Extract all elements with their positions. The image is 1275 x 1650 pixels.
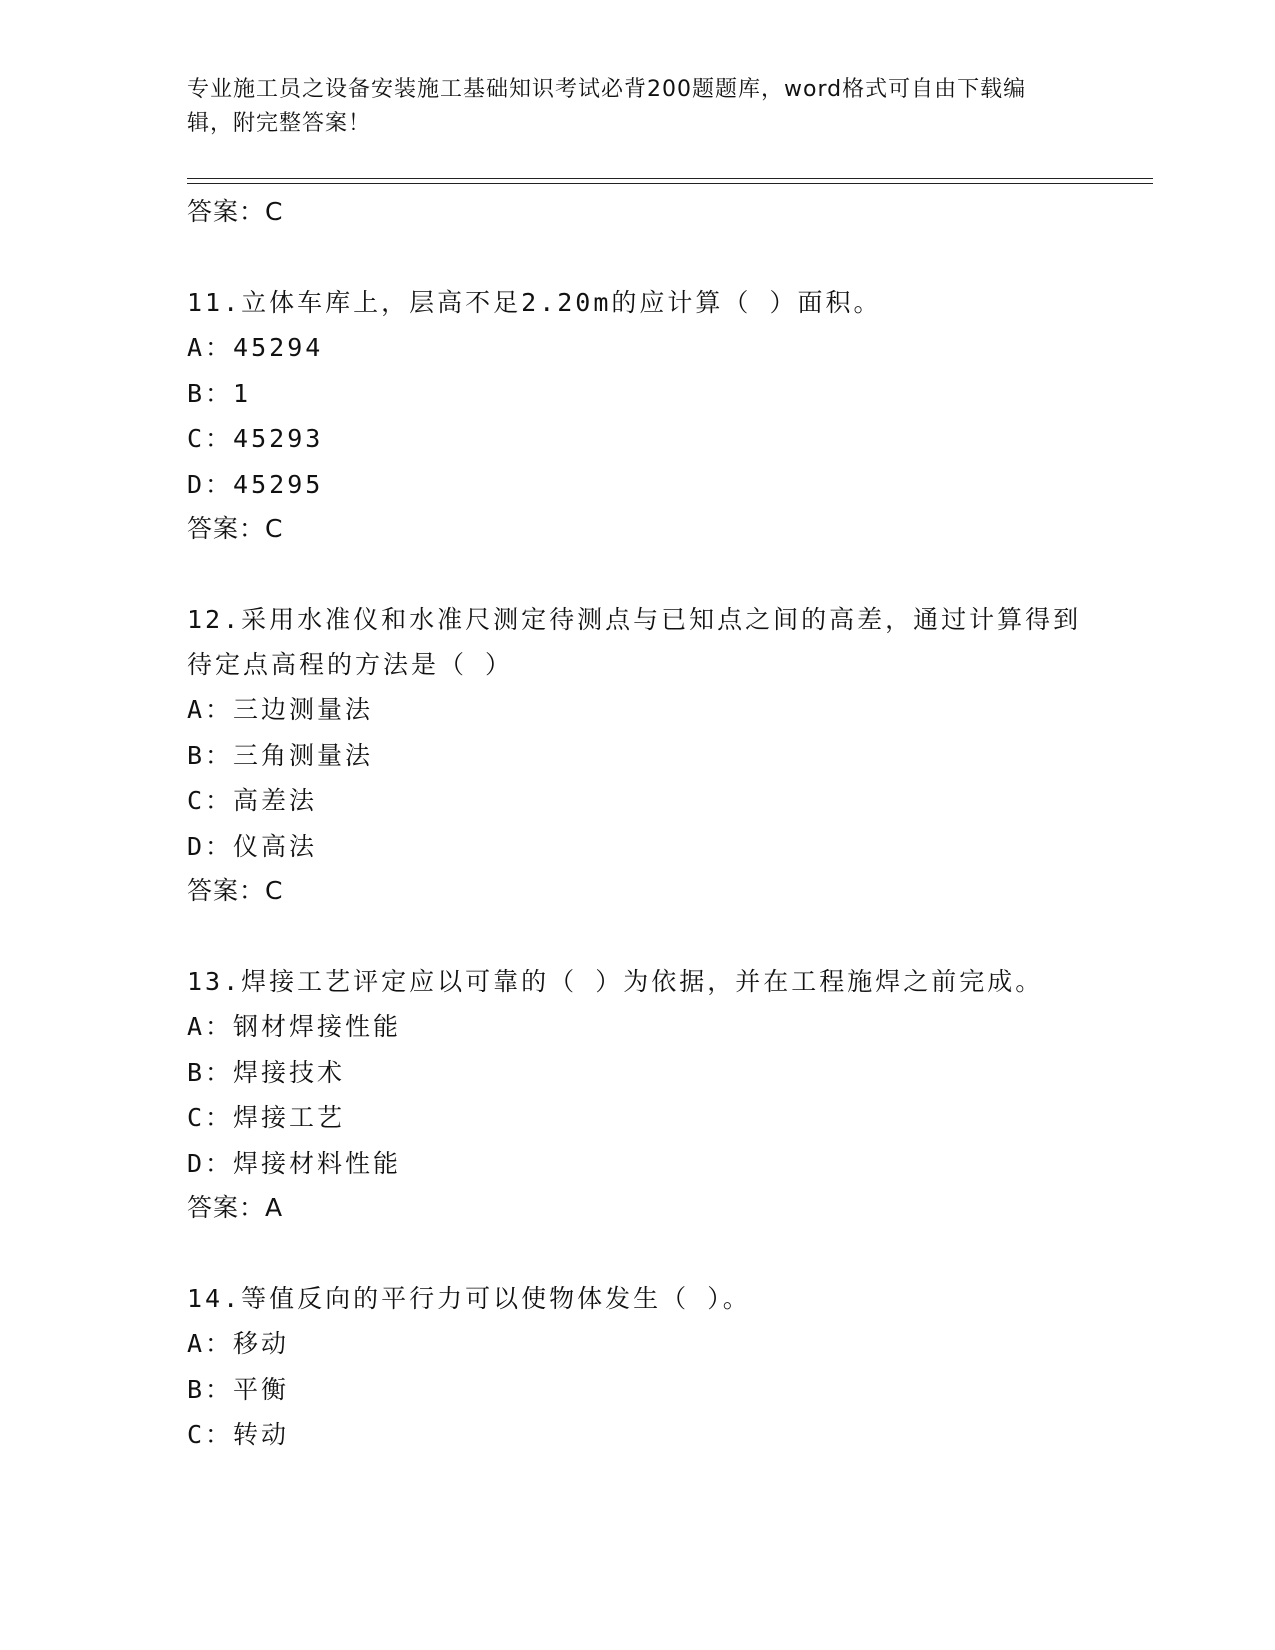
answer-line: 答案：C <box>187 197 284 226</box>
option-c: C：焊接工艺 <box>187 1103 346 1132</box>
header-divider-top <box>187 178 1153 179</box>
question-block <box>187 959 1087 1230</box>
option-c: C：45293 <box>187 424 324 453</box>
question-text: 13.焊接工艺评定应以可靠的（ ）为依据，并在工程施焊之前完成。 <box>187 967 1044 996</box>
option-a: A：45294 <box>187 333 324 362</box>
spacer <box>187 1230 1087 1276</box>
question-list <box>187 190 1087 1458</box>
answer-line: 答案：C <box>187 514 284 543</box>
option-c: C：转动 <box>187 1420 290 1449</box>
option-a: A：移动 <box>187 1329 290 1358</box>
answer-line: 答案：A <box>187 1193 284 1222</box>
option-b: B：三角测量法 <box>187 740 374 770</box>
option-d: D：仪高法 <box>187 831 318 861</box>
question-text: 11.立体车库上，层高不足2.20m的应计算（ ）面积。 <box>187 288 882 317</box>
answer-line: 答案：C <box>187 876 284 905</box>
option-b: B：平衡 <box>187 1374 290 1404</box>
document-header: 专业施工员之设备安装施工基础知识考试必背200题题库，word格式可自由下载编辑，附完整答案！ <box>187 77 1027 136</box>
option-b: B：1 <box>187 378 252 408</box>
question-block <box>187 597 1087 913</box>
question-text: 12.采用水准仪和水准尺测定待测点与已知点之间的高差，通过计算得到待定点高程的方法是（ ） <box>187 605 1082 679</box>
spacer <box>187 234 1087 280</box>
option-b: B：焊接技术 <box>187 1057 346 1087</box>
spacer <box>187 913 1087 959</box>
question-block <box>187 280 1087 551</box>
spacer <box>187 551 1087 597</box>
option-d: D：焊接材料性能 <box>187 1148 402 1178</box>
question-text: 14.等值反向的平行力可以使物体发生（ ）。 <box>187 1284 751 1313</box>
option-d: D：45295 <box>187 469 324 499</box>
option-c: C：高差法 <box>187 786 318 815</box>
header-divider-bottom <box>187 183 1153 184</box>
question-block <box>187 1276 1087 1458</box>
option-a: A：三边测量法 <box>187 695 374 724</box>
option-a: A：钢材焊接性能 <box>187 1012 402 1041</box>
